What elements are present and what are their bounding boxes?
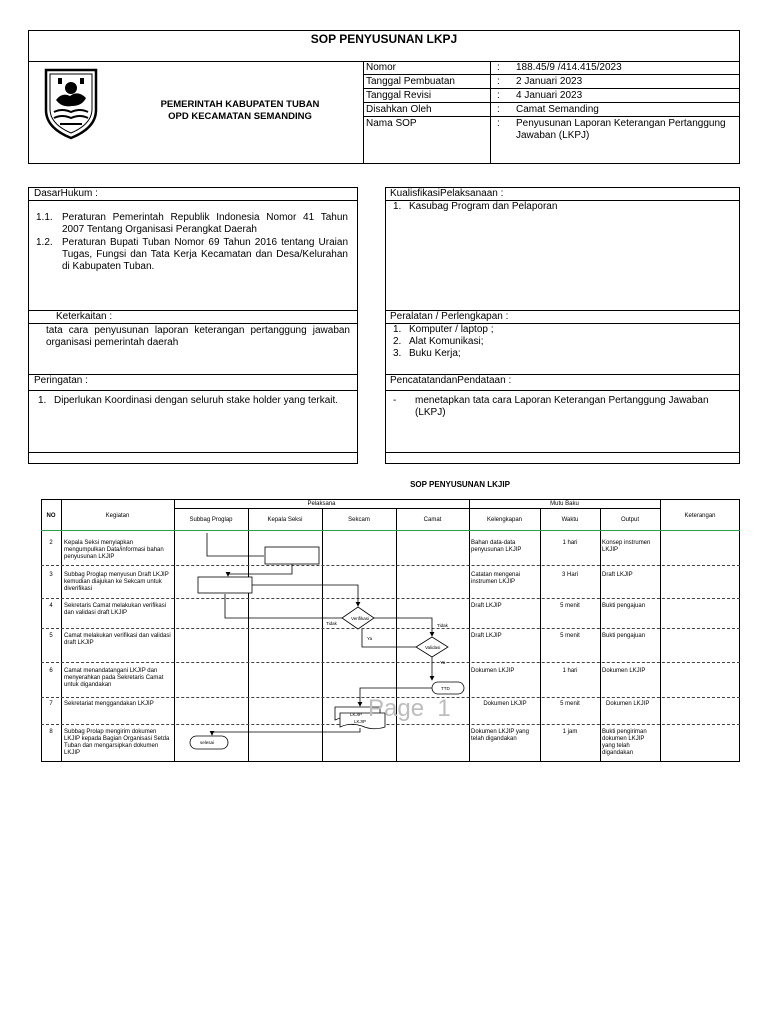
col-actor-header: Subbag Proglap xyxy=(189,517,233,523)
row-output: Dokumen LKJIP xyxy=(602,668,646,674)
item-number: - xyxy=(393,395,397,406)
flow-connector xyxy=(252,585,358,606)
branch-label: Ya xyxy=(440,660,446,665)
document-label: LKJIP xyxy=(350,712,363,717)
document-title: SOP PENYUSUNAN LKPJ xyxy=(310,32,458,46)
col-kegiatan-header: Kegiatan xyxy=(105,513,130,519)
item-number: 1.1. xyxy=(36,212,53,223)
meta-sep: : xyxy=(497,104,500,115)
col-kelengkapan-header: Kelengkapan xyxy=(486,517,523,523)
row-kelengkapan: Catatan mengenai instrumen LKJIP xyxy=(471,572,521,585)
row-number: 7 xyxy=(49,701,53,707)
dasar-hukum-heading: DasarHukum : xyxy=(34,188,98,199)
row-waktu: 1 hari xyxy=(562,668,578,674)
row-output: Dokumen LKJIP xyxy=(606,701,650,707)
flow-connector xyxy=(212,728,360,735)
org-line-1: PEMERINTAH KABUPATEN TUBAN xyxy=(160,99,320,110)
row-waktu: 1 jam xyxy=(562,729,578,735)
meta-label: Tanggal Pembuatan xyxy=(366,76,455,87)
row-kelengkapan: Dokumen LKJIP xyxy=(483,701,527,707)
col-actor-header: Camat xyxy=(423,517,442,523)
kualifikasi-heading: KualisfikasiPelaksanaan : xyxy=(390,188,504,199)
item-number: 1. xyxy=(38,395,47,406)
group-pelaksana-header: Pelaksana xyxy=(307,501,336,507)
row-number: 4 xyxy=(49,603,53,609)
item-text: Peraturan Pemerintah Republik Indonesia Nomor 41 Tahun 2007 Tentang Organisasi Perangkat Daerah xyxy=(62,212,348,235)
page-watermark: Page 1 xyxy=(368,695,451,722)
row-waktu: 3 Hari xyxy=(561,572,578,578)
row-kelengkapan: Draft LKJIP xyxy=(471,633,502,639)
col-waktu-header: Waktu xyxy=(561,517,579,523)
flowchart-title: SOP PENYUSUNAN LKJIP xyxy=(410,480,510,489)
col-output-header: Output xyxy=(620,517,639,523)
col-actor-header: Sekcam xyxy=(348,517,370,523)
terminator-label: TTD xyxy=(441,686,450,691)
meta-value: 4 Januari 2023 xyxy=(516,90,583,101)
row-output: Draft LKJIP xyxy=(602,572,633,578)
item-text: menetapkan tata cara Laporan Keterangan Pertanggung Jawaban (LKPJ) xyxy=(415,395,709,418)
row-kegiatan: Sekretaris Camat melakukan verifikasi dan validasi draft LKJIP xyxy=(64,603,167,616)
flow-connector xyxy=(374,618,432,636)
meta-sep: : xyxy=(497,90,500,101)
meta-label: Nomor xyxy=(366,62,397,73)
item-text: Alat Komunikasi; xyxy=(409,336,484,347)
row-waktu: 5 menit xyxy=(560,633,580,639)
meta-sep: : xyxy=(497,62,500,73)
flow-connector xyxy=(228,564,292,576)
document-label: LKJIP xyxy=(354,719,367,724)
row-number: 5 xyxy=(49,633,53,639)
item-number: 1. xyxy=(393,324,402,335)
branch-label: Tidak xyxy=(437,623,448,628)
row-kegiatan: Sekretariat menggandakan LKJIP xyxy=(64,701,154,707)
row-kelengkapan: Draft LKJIP xyxy=(471,603,502,609)
item-number: 3. xyxy=(393,348,402,359)
col-actor-header: Kepala Seksi xyxy=(267,517,303,523)
flow-connector xyxy=(207,533,264,556)
row-kelengkapan: Bahan data-data penyusunan LKJIP xyxy=(471,540,522,553)
row-kegiatan: Camat menandatangani LKJIP dan menyerahkan pada Sekretaris Camat untuk digandakan xyxy=(64,668,164,688)
item-number: 2. xyxy=(393,336,402,347)
meta-value: Penyusunan Laporan Keterangan Pertanggung Jawaban (LKPJ) xyxy=(516,118,726,141)
peralatan-heading: Peralatan / Perlengkapan : xyxy=(390,311,509,322)
meta-sep: : xyxy=(497,118,500,129)
row-waktu: 1 hari xyxy=(562,540,578,546)
diamond-label: Validasi xyxy=(425,645,441,650)
keterkaitan-text: tata cara penyusunan laporan keterangan pertanggung jawaban organisasi pemerintah daerah xyxy=(46,325,350,348)
col-keterangan-header: Keterangan xyxy=(684,513,716,519)
row-kelengkapan: Dokumen LKJIP xyxy=(471,668,515,674)
row-number: 8 xyxy=(49,729,53,735)
item-text: Buku Kerja; xyxy=(409,348,461,359)
item-text: Kasubag Program dan Pelaporan xyxy=(409,201,558,212)
peringatan-heading: Peringatan : xyxy=(34,375,88,386)
meta-sep: : xyxy=(497,76,500,87)
item-text: Peraturan Bupati Tuban Nomor 69 Tahun 2016 tentang Uraian Tugas, Fungsi dan Tata Kerja Kecamatan dan Desa/Kelurahan di Kabupaten Tuban. xyxy=(62,237,348,272)
item-number: 1.2. xyxy=(36,237,53,248)
terminator-label: selesai xyxy=(200,740,215,745)
row-output: Bukti pengiriman dokumen LKJIP yang telah digandakan xyxy=(602,729,647,756)
row-kegiatan: Camat melakukan verifikasi dan validasi draft LKJIP xyxy=(64,633,171,646)
group-mutu-header: Mutu Baku xyxy=(550,501,579,507)
row-number: 3 xyxy=(49,572,53,578)
branch-label: Ya xyxy=(367,636,373,641)
meta-value: Camat Semanding xyxy=(516,104,599,115)
row-kegiatan: Subbag Proglap menyusun Draft LKJIP kemudian diajukan ke Sekcam untuk diverifikasi xyxy=(64,572,169,592)
meta-value: 2 Januari 2023 xyxy=(516,76,583,87)
meta-label: Tanggal Revisi xyxy=(366,90,432,101)
meta-label: Disahkan Oleh xyxy=(366,104,432,115)
item-number: 1. xyxy=(393,201,402,212)
meta-label: Nama SOP xyxy=(366,118,417,129)
row-output: Bukti pengajuan xyxy=(602,603,646,609)
process-box-subbag xyxy=(198,577,252,593)
col-no-header: NO xyxy=(46,513,56,519)
diamond-label: Verifikasi xyxy=(351,616,370,621)
row-kelengkapan: Dokumen LKJIP yang telah digandakan xyxy=(471,729,529,742)
row-kegiatan: Kepala Seksi menyiapkan mengumpulkan Data/informasi bahan penyusunan LKJIP xyxy=(64,540,164,560)
row-number: 6 xyxy=(49,668,53,674)
item-text: Komputer / laptop ; xyxy=(409,324,494,335)
pencatatan-heading: PencatatandanPendataan : xyxy=(390,375,512,386)
row-kegiatan: Subbag Prolap mengirim dokumen LKJIP kepada Bagian Organisasi Setda Tuban dan mengarsipkan dokumen LKJIP xyxy=(64,729,170,756)
branch-label: Tidak xyxy=(326,621,337,626)
meta-value: 188.45/9 /414.415/2023 xyxy=(516,62,622,73)
org-line-2: OPD KECAMATAN SEMANDING xyxy=(168,111,312,122)
keterkaitan-heading: Keterkaitan : xyxy=(56,311,113,322)
item-text: Diperlukan Koordinasi dengan seluruh stake holder yang terkait. xyxy=(54,395,339,406)
flow-connector xyxy=(225,594,342,618)
row-number: 2 xyxy=(49,540,53,546)
row-waktu: 5 menit xyxy=(560,701,580,707)
row-waktu: 5 menit xyxy=(560,603,580,609)
process-box-kepala-seksi xyxy=(265,547,319,564)
row-output: Bukti pengajuan xyxy=(602,633,646,639)
row-output: Konsep instrumen LKJIP xyxy=(602,540,651,553)
